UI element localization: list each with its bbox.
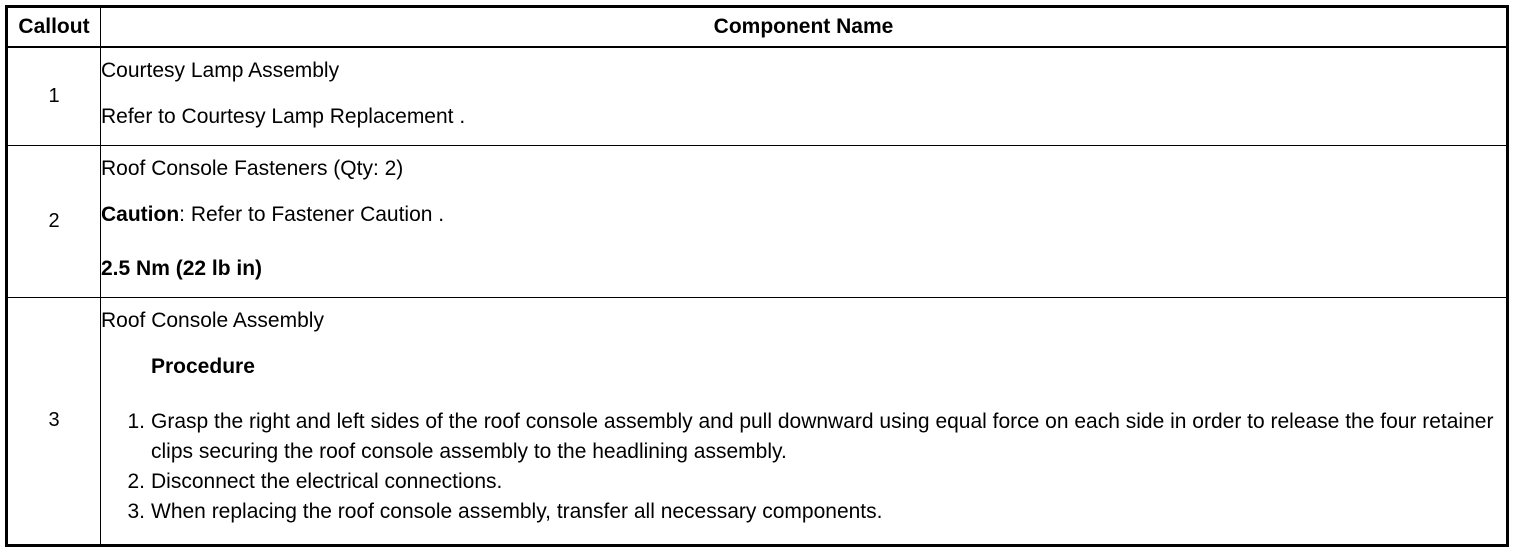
list-item bbox=[101, 407, 1506, 467]
component-name: Courtesy Lamp Assembly bbox=[101, 59, 340, 82]
step-text: Grasp the right and left sides of the roof console assembly and pull downward using equal force on each side in order to release the four retainer clips securing the roof console assembly to the headlining assembly. bbox=[151, 409, 1494, 463]
component-name: Roof Console Assembly bbox=[101, 308, 324, 332]
torque-value: 2.5 Nm (22 lb in) bbox=[101, 256, 263, 280]
table-row bbox=[7, 297, 1508, 546]
list-item bbox=[101, 467, 1506, 497]
procedure-heading: Procedure bbox=[151, 354, 255, 378]
callout-table bbox=[5, 5, 1509, 547]
header-callout: Callout bbox=[7, 7, 101, 48]
caution-reference-link[interactable]: : Refer to Fastener Caution . bbox=[179, 202, 445, 226]
step-text: Disconnect the electrical connections. bbox=[151, 469, 503, 493]
header-row bbox=[7, 7, 1508, 48]
caution-label: Caution bbox=[101, 202, 180, 226]
list-item bbox=[101, 497, 1506, 527]
step-text: When replacing the roof console assembly, transfer all necessary components. bbox=[151, 499, 883, 523]
procedure-steps bbox=[101, 407, 1506, 527]
reference-link[interactable]: Refer to Courtesy Lamp Replacement . bbox=[101, 105, 466, 128]
callout-number: 2 bbox=[7, 145, 101, 297]
component-name: Roof Console Fasteners (Qty: 2) bbox=[101, 156, 404, 180]
step-number: 1. bbox=[127, 409, 145, 433]
component-cell bbox=[101, 297, 1508, 546]
step-number: 2. bbox=[127, 469, 145, 493]
callout-number: 1 bbox=[7, 47, 101, 145]
torque-spec bbox=[101, 254, 1506, 292]
table-row bbox=[7, 145, 1508, 297]
component-cell bbox=[101, 47, 1508, 145]
step-number: 3. bbox=[127, 499, 145, 523]
callout-number: 3 bbox=[7, 297, 101, 546]
table-row bbox=[7, 47, 1508, 145]
header-component-name: Component Name bbox=[101, 7, 1508, 48]
component-cell bbox=[101, 145, 1508, 297]
caution-line bbox=[101, 200, 1506, 254]
